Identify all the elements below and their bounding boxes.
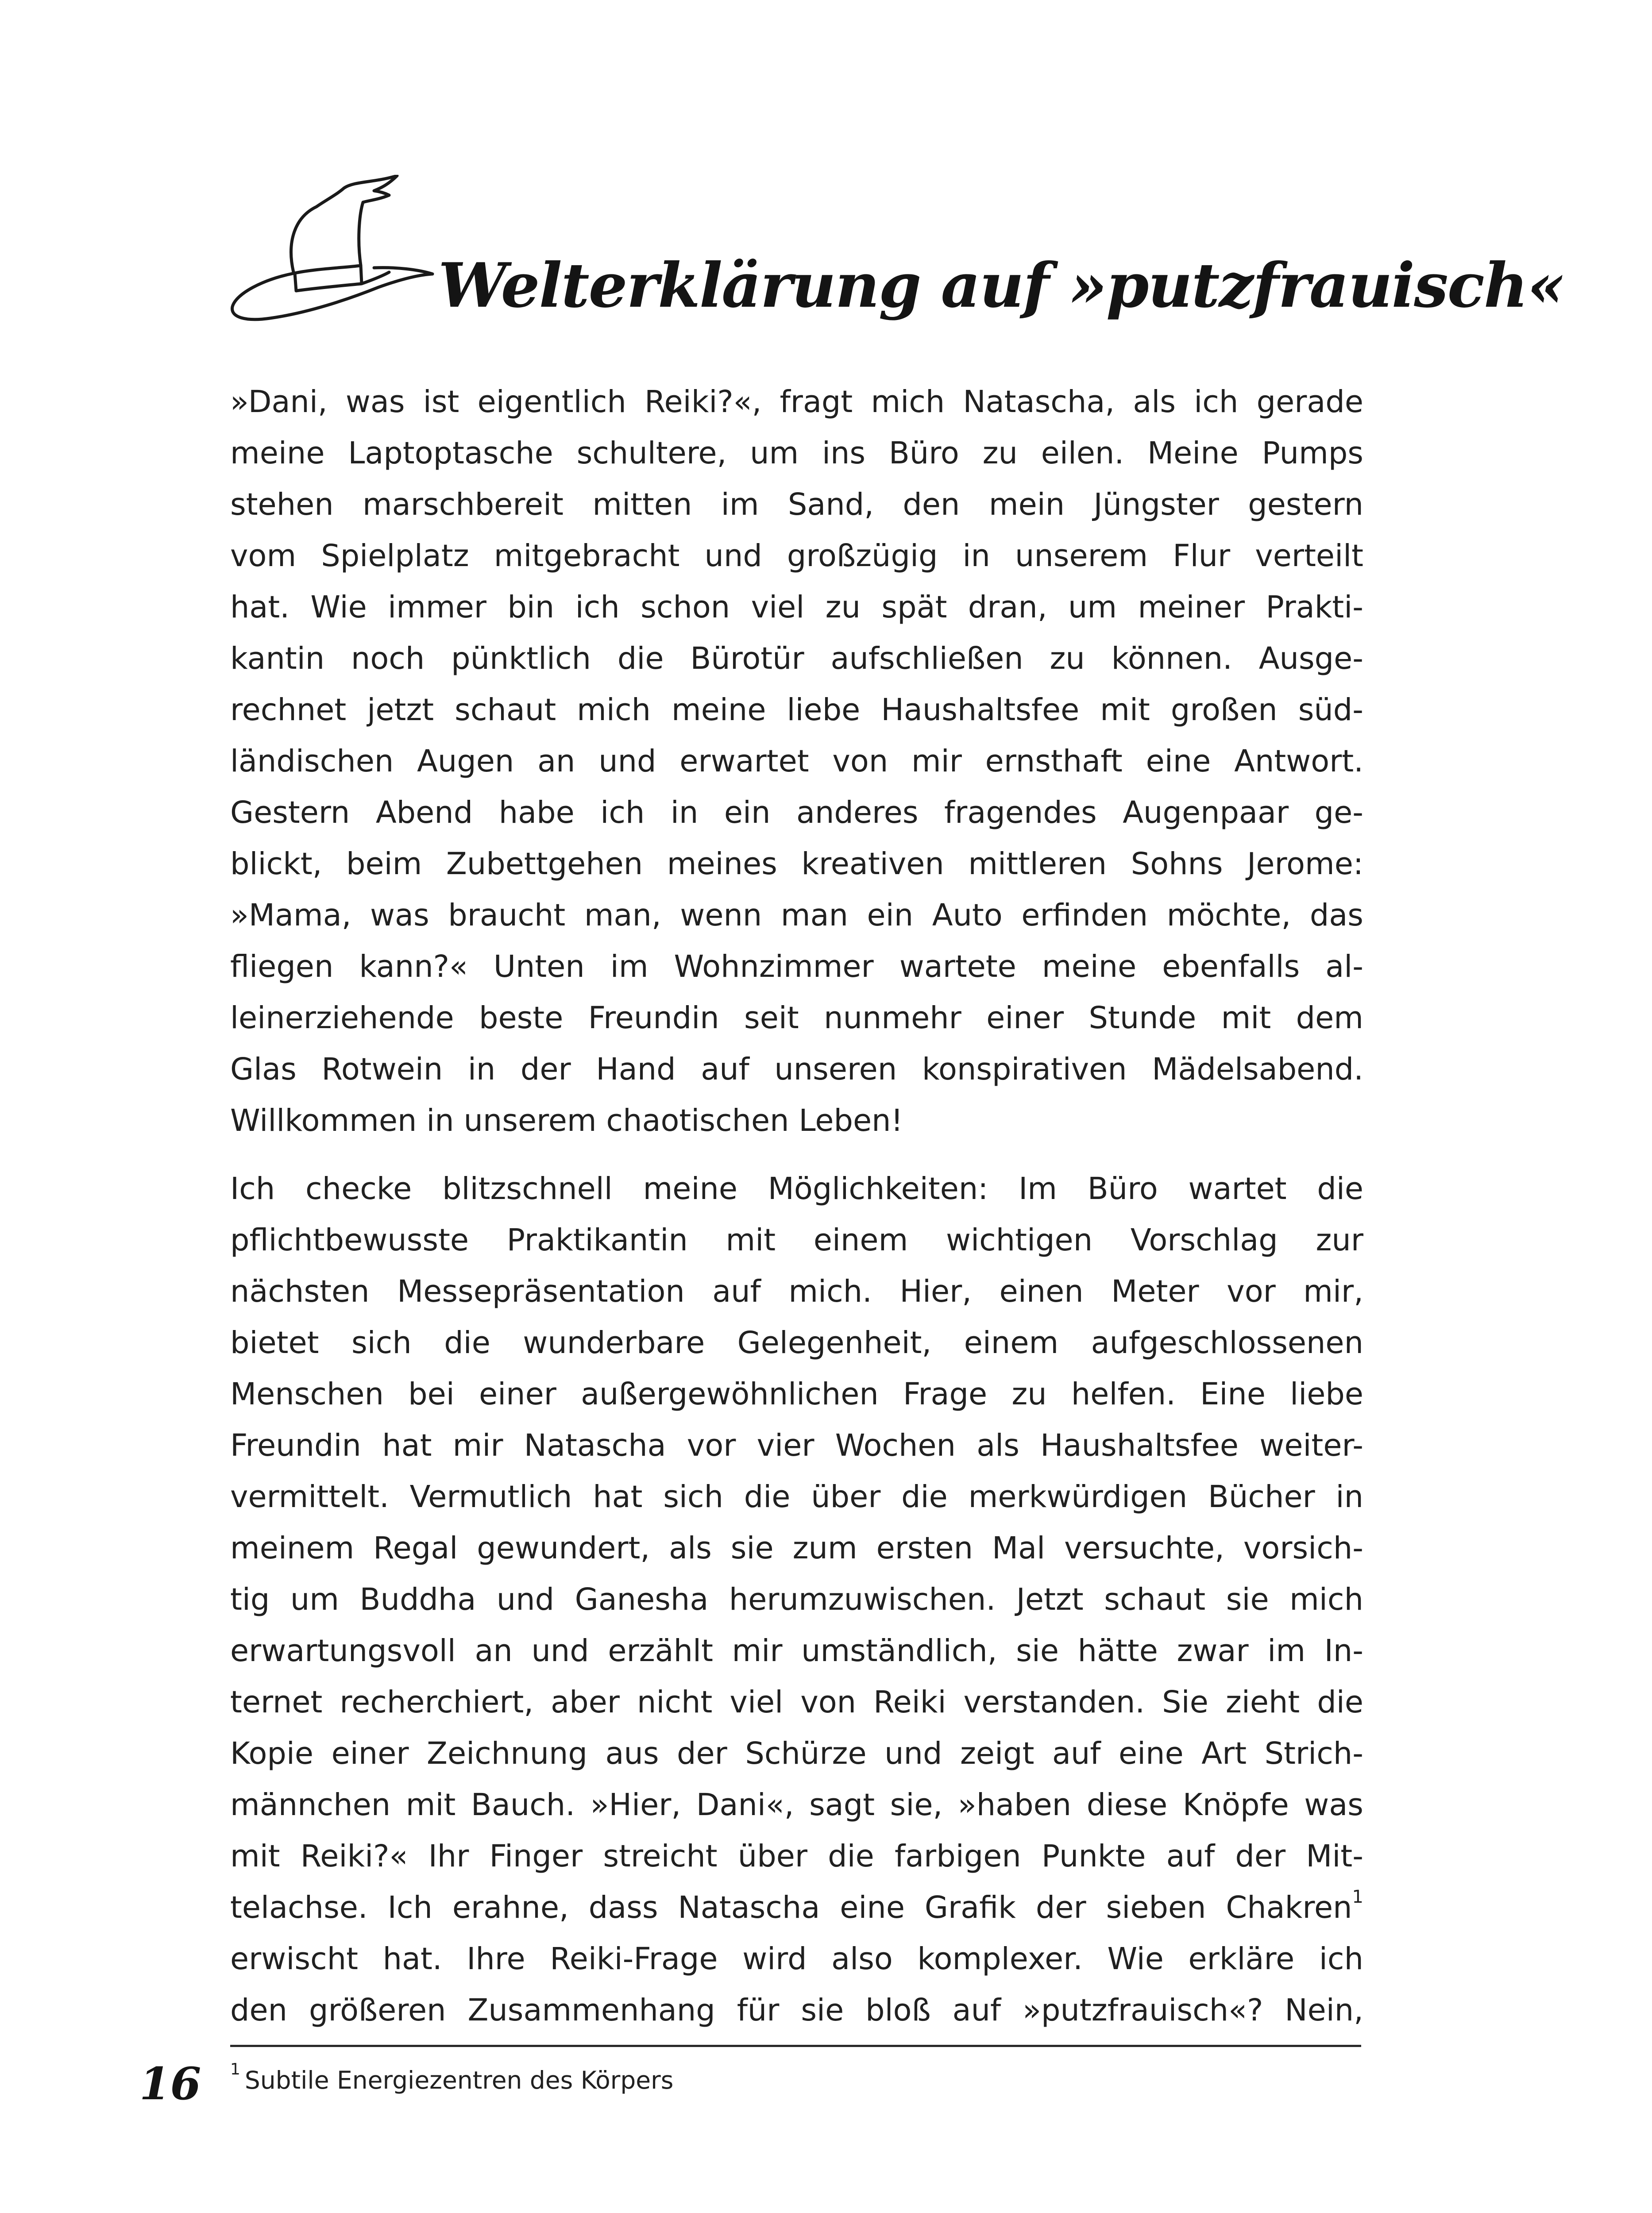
text-line: ternet recherchiert, aber nicht viel von Reiki verstanden. Sie zieht die — [230, 1685, 1363, 1720]
text-line: vom Spielplatz mitgebracht und großzügig in unserem Flur verteilt — [230, 538, 1363, 574]
text-line: Kopie einer Zeichnung aus der Schürze und zeigt auf eine Art Strich- — [230, 1736, 1363, 1771]
text-line: Glas Rotwein in der Hand auf unseren konspirativen Mädelsabend. — [230, 1052, 1363, 1087]
text-line: Ich checke blitzschnell meine Möglichkeiten: Im Büro wartet die — [230, 1171, 1363, 1207]
text-line: telachse. Ich erahne, dass Natascha eine Grafik der sieben Chakren — [230, 1890, 1352, 1925]
page-number: 16 — [139, 2058, 201, 2110]
paragraph-2 — [230, 1163, 1363, 2036]
text-line: Menschen bei einer außergewöhnlichen Frage zu helfen. Eine liebe — [230, 1376, 1363, 1412]
text-line: bietet sich die wunderbare Gelegenheit, einem aufgeschlossenen — [230, 1325, 1363, 1361]
text-line: Freundin hat mir Natascha vor vier Wochen als Haushaltsfee weiter- — [230, 1428, 1363, 1463]
text-line: Willkommen in unserem chaotischen Leben! — [230, 1103, 903, 1138]
text-line: nächsten Messepräsentation auf mich. Hier, einen Meter vor mir, — [230, 1274, 1363, 1309]
chapter-title: Welterklärung auf »putzfrauisch« — [438, 249, 1565, 321]
text-line: mit Reiki?« Ihr Finger streicht über die farbigen Punkte auf der Mit- — [230, 1839, 1363, 1874]
text-line: Gestern Abend habe ich in ein anderes fragendes Augenpaar ge- — [230, 795, 1363, 830]
text-line: meinem Regal gewundert, als sie zum ersten Mal versuchte, vorsich- — [230, 1531, 1363, 1566]
text-line: leinerziehende beste Freundin seit nunmehr einer Stunde mit dem — [230, 1000, 1363, 1036]
text-line: den größeren Zusammenhang für sie bloß auf »putzfrauisch«? Nein, — [230, 1993, 1363, 2028]
witch-hat-icon — [228, 175, 436, 339]
footnote — [230, 2060, 674, 2098]
text-line: fliegen kann?« Unten im Wohnzimmer wartete meine ebenfalls al- — [230, 949, 1363, 984]
text-line: hat. Wie immer bin ich schon viel zu spät dran, um meiner Prakti- — [230, 590, 1363, 625]
text-line: stehen marschbereit mitten im Sand, den mein Jüngster gestern — [230, 487, 1363, 522]
text-line: männchen mit Bauch. »Hier, Dani«, sagt sie, »haben diese Knöpfe was — [230, 1787, 1363, 1823]
text-line: tig um Buddha und Ganesha herumzuwischen. Jetzt schaut sie mich — [230, 1582, 1363, 1617]
text-line: pflichtbewusste Praktikantin mit einem wichtigen Vorschlag zur — [230, 1222, 1363, 1258]
footnote-divider — [230, 2045, 1361, 2047]
text-line: rechnet jetzt schaut mich meine liebe Haushaltsfee mit großen süd- — [230, 692, 1363, 728]
text-line: ländischen Augen an und erwartet von mir ernsthaft eine Antwort. — [230, 744, 1363, 779]
paragraph-1 — [230, 376, 1363, 1146]
text-line: meine Laptoptasche schultere, um ins Büro zu eilen. Meine Pumps — [230, 436, 1363, 471]
text-line: erwischt hat. Ihre Reiki-Frage wird also komplexer. Wie erkläre ich — [230, 1941, 1363, 1977]
text-line: »Mama, was braucht man, wenn man ein Auto erfinden möchte, das — [230, 898, 1363, 933]
body-text — [230, 376, 1363, 2036]
footnote-mark: 1 — [230, 2060, 240, 2078]
text-line: »Dani, was ist eigentlich Reiki?«, fragt mich Natascha, als ich gerade — [230, 384, 1363, 420]
text-line-with-footnote — [230, 1882, 1363, 1933]
footnote-reference[interactable]: 1 — [1352, 1887, 1363, 1907]
text-line: kantin noch pünktlich die Bürotür aufschließen zu können. Ausge- — [230, 641, 1363, 676]
text-line: blickt, beim Zubettgehen meines kreativen mittleren Sohns Jerome: — [230, 846, 1363, 882]
text-line: erwartungsvoll an und erzählt mir umständlich, sie hätte zwar im In- — [230, 1633, 1363, 1669]
footnote-text: Subtile Energiezentren des Körpers — [244, 2066, 674, 2094]
text-line: vermittelt. Vermutlich hat sich die über die merkwürdigen Bücher in — [230, 1479, 1363, 1515]
